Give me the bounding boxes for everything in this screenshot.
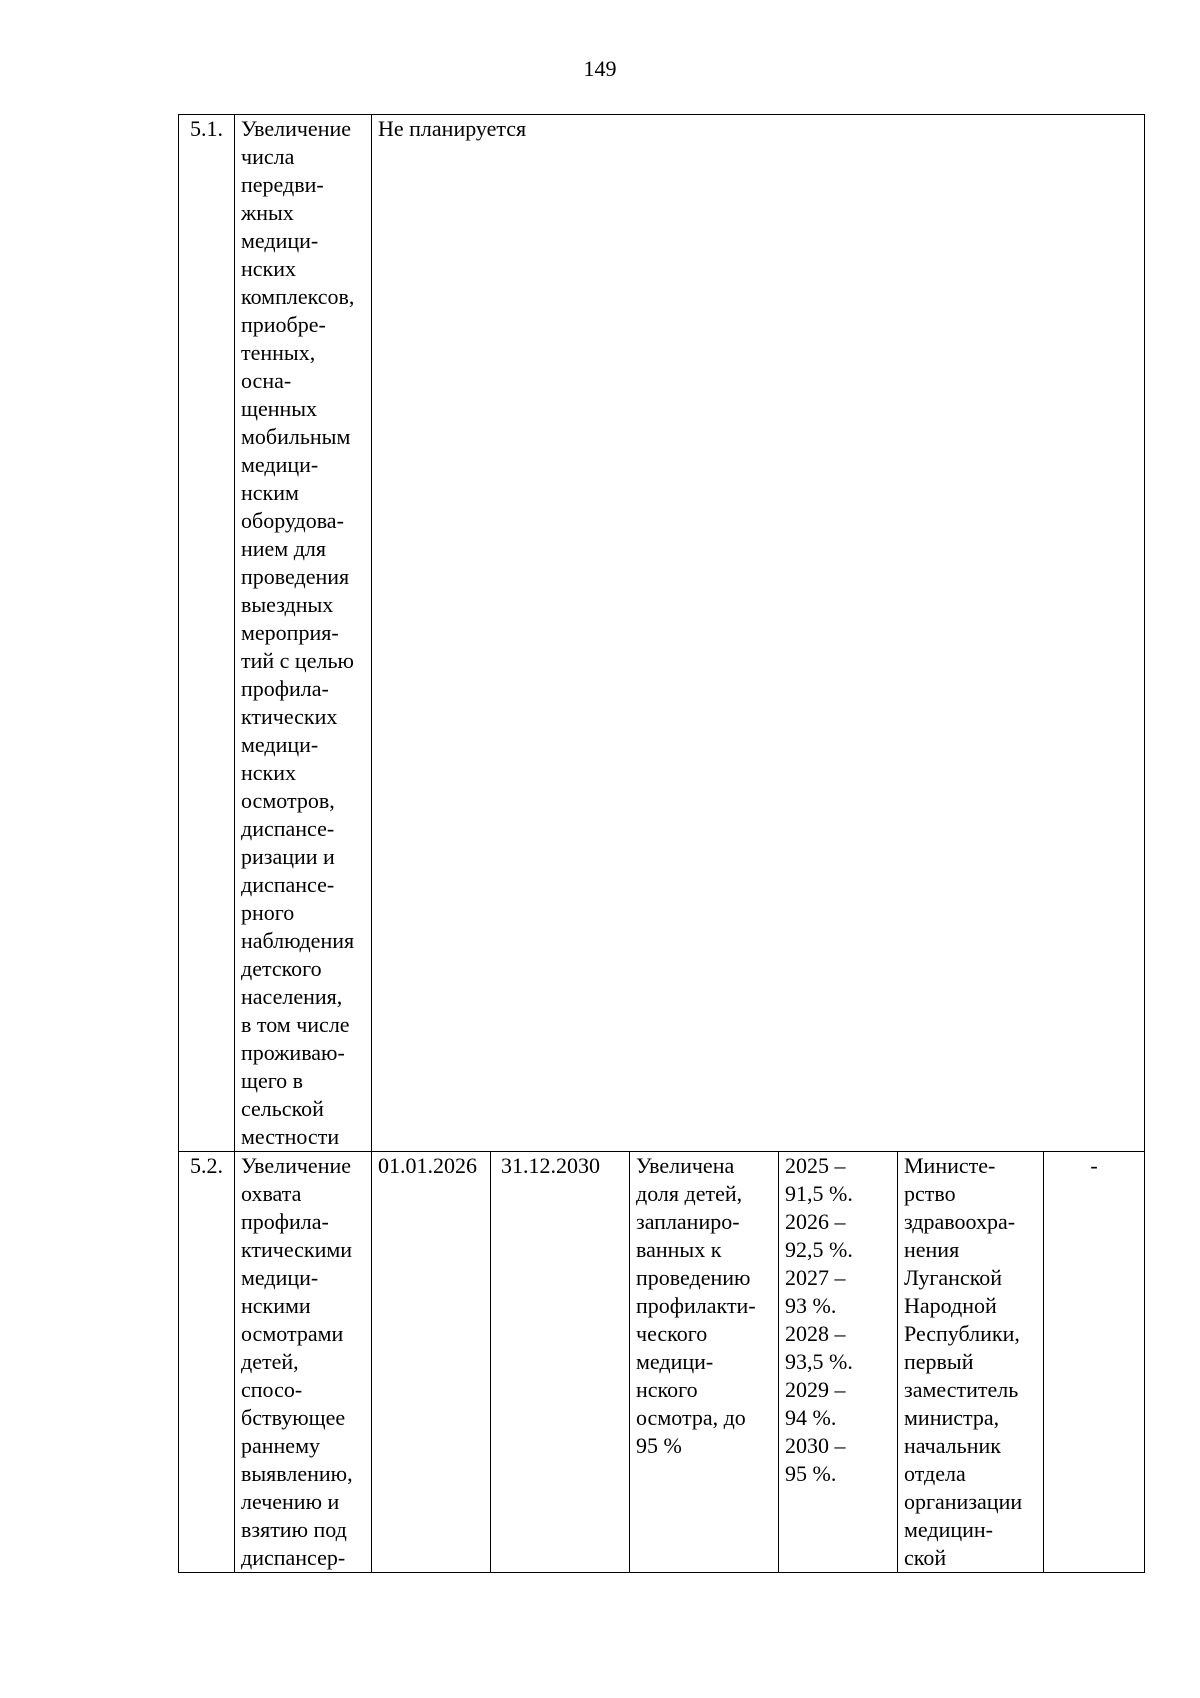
row-number: 5.2. bbox=[190, 1153, 223, 1178]
row-number: 5.1. bbox=[190, 116, 223, 141]
target-values-cell bbox=[779, 1152, 898, 1573]
not-planned-text: Не планируется bbox=[378, 116, 527, 141]
end-date-cell bbox=[491, 1152, 630, 1573]
responsible-cell bbox=[898, 1152, 1044, 1573]
expected-result-cell bbox=[630, 1152, 779, 1573]
table-row-5-2 bbox=[179, 1152, 1145, 1573]
measure-name: Увеличение числа передви- жных медици- нских комплексов, приобре- тенных, осна- щенных мобильным медици- нским оборудова- нием для проведения выездных мероприя- тий с целью профила- ктических медици- нских осмотров, диспансе- ризации и диспансе- рного наблюдения детского населения, в том числе проживаю- щего в сельской местности bbox=[241, 116, 355, 1149]
page-number: 149 bbox=[583, 56, 617, 81]
row-number-cell bbox=[179, 115, 235, 1152]
start-date-cell bbox=[372, 1152, 491, 1573]
table-row-5-1 bbox=[179, 115, 1145, 1152]
end-date: 31.12.2030 bbox=[501, 1153, 600, 1178]
last-column-cell bbox=[1044, 1152, 1145, 1573]
row-number-cell bbox=[179, 1152, 235, 1573]
last-column-value: - bbox=[1090, 1153, 1098, 1178]
target-values: 2025 – 91,5 %. 2026 – 92,5 %. 2027 – 93 %. 2028 – 93,5 %. 2029 – 94 %. 2030 – 95 %. bbox=[785, 1153, 853, 1486]
responsible-executor: Министе- рство здравоохра- нения Луганской Народной Республики, первый заместитель министра, начальник отдела организации медицин- ской bbox=[904, 1153, 1023, 1570]
measure-name-cell bbox=[235, 1152, 372, 1573]
measure-name: Увеличение охвата профила- ктическими медици- нскими осмотрами детей, спосо- бствующее раннему выявлению, лечению и взятию под диспансер- bbox=[241, 1153, 353, 1570]
not-planned-cell bbox=[372, 115, 1145, 1152]
start-date: 01.01.2026 bbox=[378, 1153, 477, 1178]
measures-table bbox=[178, 114, 1145, 1573]
expected-result: Увеличена доля детей, запланиро- ванных к проведению профилакти- ческого медици- нского осмотра, до 95 % bbox=[636, 1153, 756, 1458]
measure-name-cell bbox=[235, 115, 372, 1152]
